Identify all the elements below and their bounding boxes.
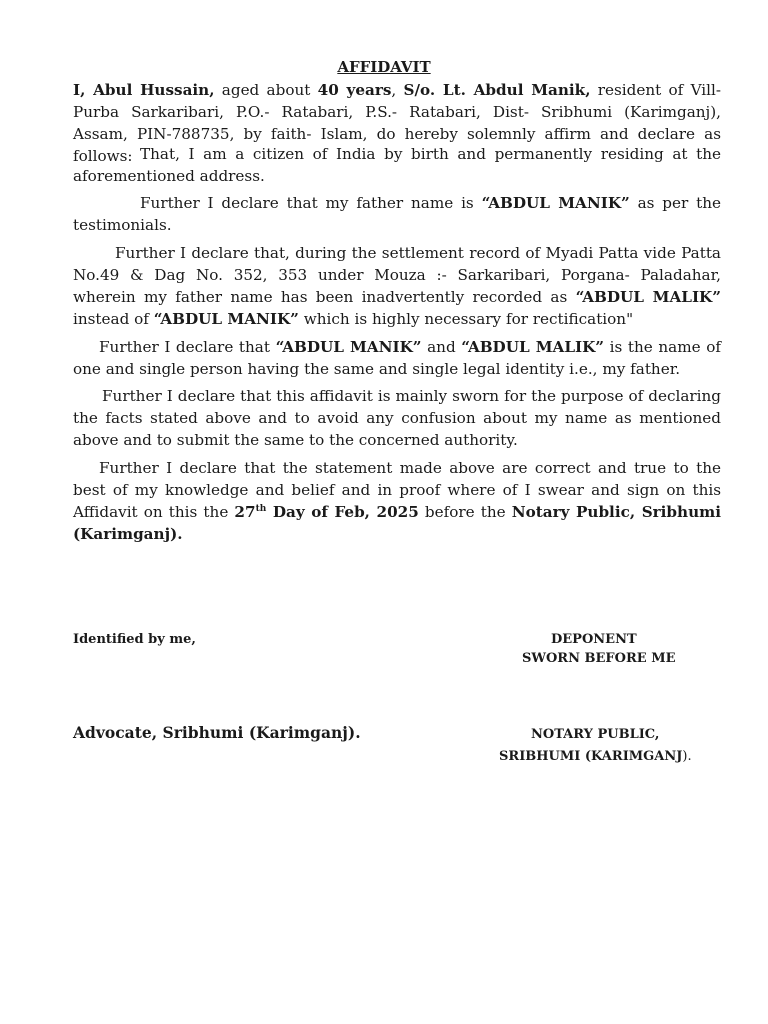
deponent-age: 40 years [317, 81, 392, 99]
sworn-before-label: SWORN BEFORE ME [522, 651, 676, 666]
advocate-label: Advocate, Sribhumi (Karimganj). [73, 723, 361, 742]
purpose-paragraph: Further I declare that this affidavit is mainly sworn for the purpose of declaring the facts stated above and to avoid any confusion about my name as mentioned above and to submit the same to the concerned authority. [73, 387, 721, 449]
oath-paragraph: Further I declare that the statement made above are correct and true to the best of my knowledge and belief and in proof where of I swear and sign on this Affidavit on this the 27th Day of Feb, 2025 before the Notary Public, Sribhumi (Karimganj). [73, 459, 721, 543]
deponent-name: I, Abul Hussain, [73, 81, 215, 99]
intro-paragraph: I, Abul Hussain, aged about 40 years, S/o. Lt. Abdul Manik, resident of Vill- Purba Sarkaribari, P.O.- Ratabari, P.S.- Ratabari, Dist- Sribhumi (Karimganj), Assam, PIN-788735, by faith- Islam, do hereby solemnly affirm and declare as follows: [73, 81, 721, 165]
notary-reference: Notary Public, Sribhumi (Karimganj). [73, 503, 721, 543]
notary-public-label: NOTARY PUBLIC, [531, 727, 660, 742]
father-name-paragraph: Further I declare that my father name is “ABDUL MANIK” as per the testimonials. [73, 194, 721, 234]
identity-paragraph: Further I declare that “ABDUL MANIK” and “ABDUL MALIK” is the name of one and single person having the same and single legal identity i.e., my father. [73, 338, 721, 378]
document-title: AFFIDAVIT [337, 58, 431, 76]
settlement-paragraph: Further I declare that, during the settlement record of Myadi Patta vide Patta No.49 & Dag No. 352, 353 under Mouza :- Sarkaribari, Porgana- Paladahar, wherein my father name has been inadvertently recorded as “ABDUL MALIK” instead of “ABDUL MANIK” which is highly necessary for rectification" [73, 244, 721, 328]
citizen-paragraph: That, I am a citizen of India by birth and permanently residing at the aforementioned address. [73, 145, 721, 185]
notary-place-label: SRIBHUMI (KARIMGANJ). [499, 749, 692, 764]
identified-by-label: Identified by me, [73, 632, 196, 647]
oath-date: 27th Day of Feb, 2025 [234, 503, 419, 521]
deponent-label: DEPONENT [551, 632, 637, 647]
father-name: S/o. Lt. Abdul Manik, [403, 81, 591, 99]
